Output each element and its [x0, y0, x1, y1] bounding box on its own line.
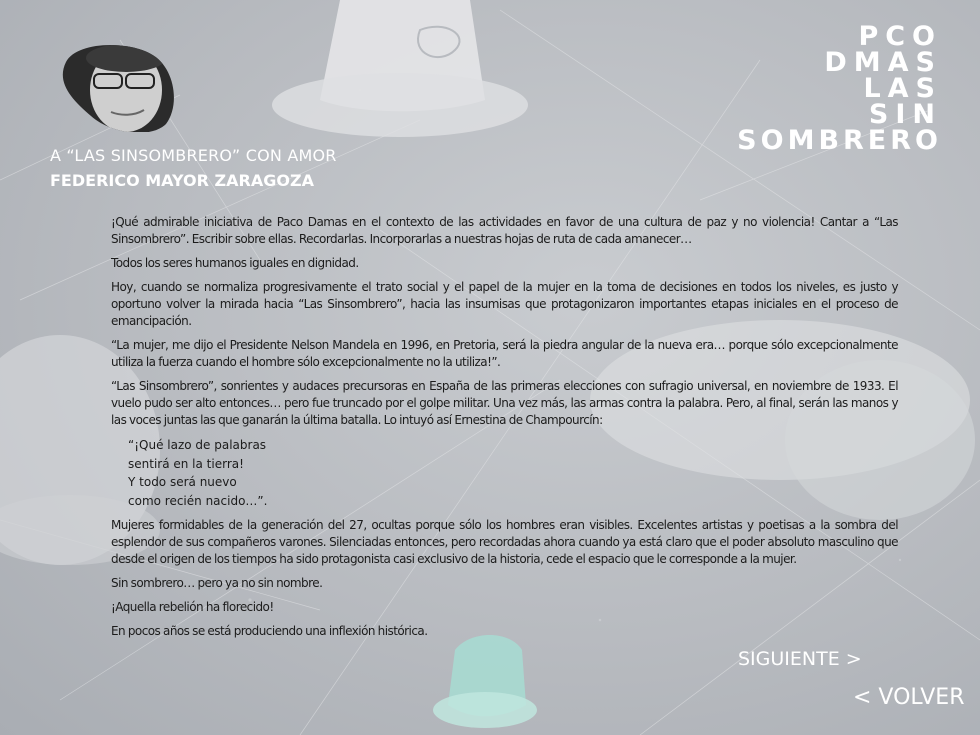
paragraph: Todos los seres humanos iguales en dignidad.: [111, 256, 359, 270]
author-name: FEDERICO MAYOR ZARAGOZA: [50, 171, 314, 190]
paragraph: ¡Qué admirable iniciativa de Paco Damas en el contexto de las actividades en favor de una cultura de paz y no violencia! Cantar a “Las Sinsombrero”. Escribir sobre ellas. Recordarlas. Incorporarlas a nuestras hojas de ruta de cada amanecer…: [111, 215, 898, 246]
logo-line-1: PCO: [858, 21, 942, 52]
paragraph: Sin sombrero… pero ya no sin nombre.: [111, 576, 323, 590]
article-body: [111, 214, 898, 647]
logo-line-3: LAS: [863, 73, 942, 104]
paragraph: Mujeres formidables de la generación del 27, ocultas porque sólo los hombres eran visibles. Excelentes artistas y poetisas a la sombra del esplendor de sus compañeros varones. Silenciadas entonces, pero recordadas ahora cuando ya está claro que el poder absoluto masculino que desde el origen de los tiempos ha sido protagonista casi exclusivo de la historia, cede el espacio que le corresponde a la mujer.: [111, 518, 898, 566]
paragraph: “Las Sinsombrero”, sonrientes y audaces precursoras en España de las primeras elecciones con sufragio universal, en noviembre de 1933. El vuelo pudo ser alto entonces… pero fue truncado por el golpe militar. Una vez más, las armas contra la palabra. Pero, al final, serán las manos y las voces juntas las que ganarán la última batalla. Lo intuyó así Ernestina de Champourcín:: [111, 379, 898, 427]
back-link[interactable]: < VOLVER: [853, 685, 965, 710]
poem-line: sentirá en la tierra!: [128, 456, 244, 471]
author-portrait: [56, 44, 176, 132]
paragraph: En pocos años se está produciendo una inflexión histórica.: [111, 624, 428, 638]
logo-line-5: SOMBRERO: [737, 125, 942, 156]
paragraph: “La mujer, me dijo el Presidente Nelson Mandela en 1996, en Pretoria, será la piedra angular de la nueva era… porque sólo excepcionalmente utiliza la fuerza cuando el hombre sólo excepcionalmente no la utiliza!”.: [111, 338, 898, 369]
poem-quote: [128, 436, 898, 510]
paragraph: ¡Aquella rebelión ha florecido!: [111, 600, 274, 614]
page-subtitle: A “LAS SINSOMBRERO” CON AMOR: [50, 146, 337, 165]
poem-line: Y todo será nuevo: [128, 475, 237, 489]
site-logo[interactable]: [737, 21, 942, 156]
next-link[interactable]: SIGUIENTE >: [738, 648, 862, 670]
hat-illustration-top: [270, 0, 530, 150]
paragraph: Hoy, cuando se normaliza progresivamente el trato social y el papel de la mujer en la toma de decisiones en todos los niveles, es justo y oportuno volver la mirada hacia “Las Sinsombrero”, hacia las insumisas que protagonizaron importantes etapas iniciales en el proceso de emancipación.: [111, 280, 898, 328]
poem-line: como recién nacido…”.: [128, 493, 268, 508]
logo-line-4: SIN: [868, 99, 942, 130]
logo-line-2: DMAS: [824, 47, 942, 78]
poem-line: “¡Qué lazo de palabras: [128, 438, 267, 452]
